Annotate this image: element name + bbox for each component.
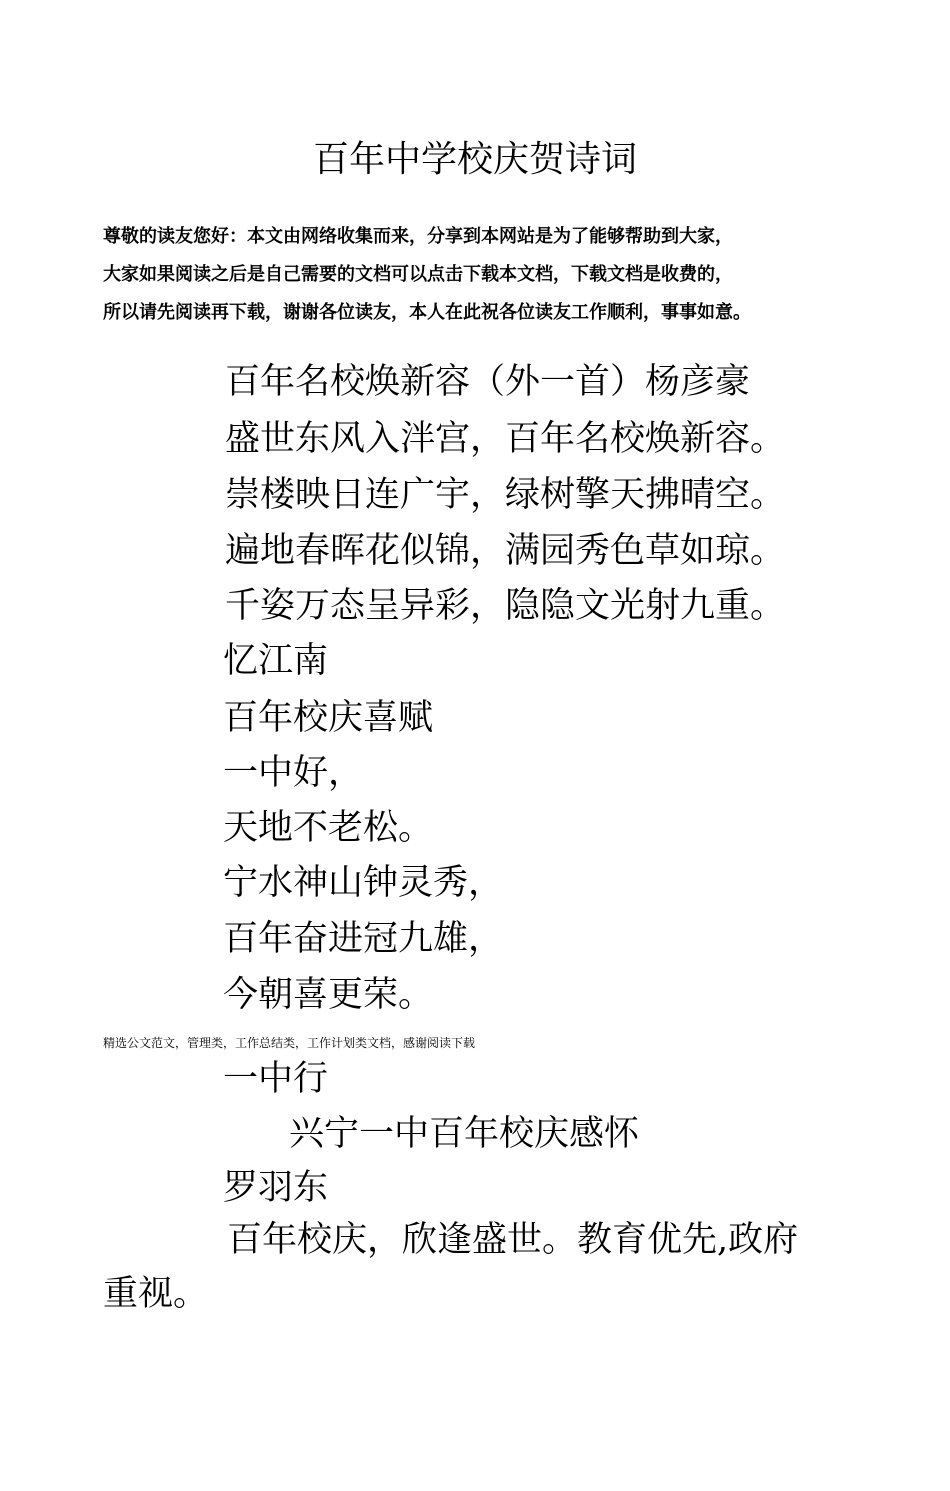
poem2-tune: 忆江南 — [223, 641, 329, 681]
poem2-line: 一中好， — [223, 753, 364, 793]
poem2-heading: 百年校庆喜赋 — [223, 698, 434, 738]
poem3-heading: 兴宁一中百年校庆感怀 — [289, 1114, 640, 1154]
poem3-body-line: 重视。 — [103, 1274, 209, 1314]
poem1-line: 遍地春晖花似锦，满园秀色草如琼。 — [225, 531, 786, 571]
notice-line: 大家如果阅读之后是自己需要的文档可以点击下载本文档，下载文档是收费的， — [103, 264, 733, 285]
notice-line: 所以请先阅读再下载，谢谢各位读友，本人在此祝各位读友工作顺利，事事如意。 — [103, 302, 751, 323]
poem3-author: 罗羽东 — [223, 1168, 329, 1208]
poem1-line: 千姿万态呈异彩，隐隐文光射九重。 — [225, 586, 786, 626]
poem2-line: 天地不老松。 — [223, 808, 434, 848]
poem1-line: 盛世东风入泮宫，百年名校焕新容。 — [225, 419, 786, 459]
poem2-line: 今朝喜更荣。 — [223, 975, 434, 1015]
reader-notice — [103, 218, 863, 332]
poem1-line: 崇楼映日连广宇，绿树擎天拂晴空。 — [225, 475, 786, 515]
poem3-tune: 一中行 — [223, 1059, 329, 1099]
document-title: 百年中学校庆贺诗词 — [312, 139, 637, 180]
poem1-heading: 百年名校焕新容（外一首）杨彦豪 — [225, 362, 751, 402]
poem2-line: 百年奋进冠九雄， — [223, 919, 504, 959]
poem2-line: 宁水神山钟灵秀， — [223, 863, 504, 903]
poem3-body-line: 百年校庆，欣逢盛世。教育优先,政府 — [227, 1220, 799, 1260]
notice-line: 尊敬的读友您好：本文由网络收集而来，分享到本网站是为了能够帮助到大家， — [103, 226, 733, 247]
footer-note: 精选公文范文，管理类，工作总结类，工作计划类文档，感谢阅读下载 — [103, 1036, 476, 1050]
